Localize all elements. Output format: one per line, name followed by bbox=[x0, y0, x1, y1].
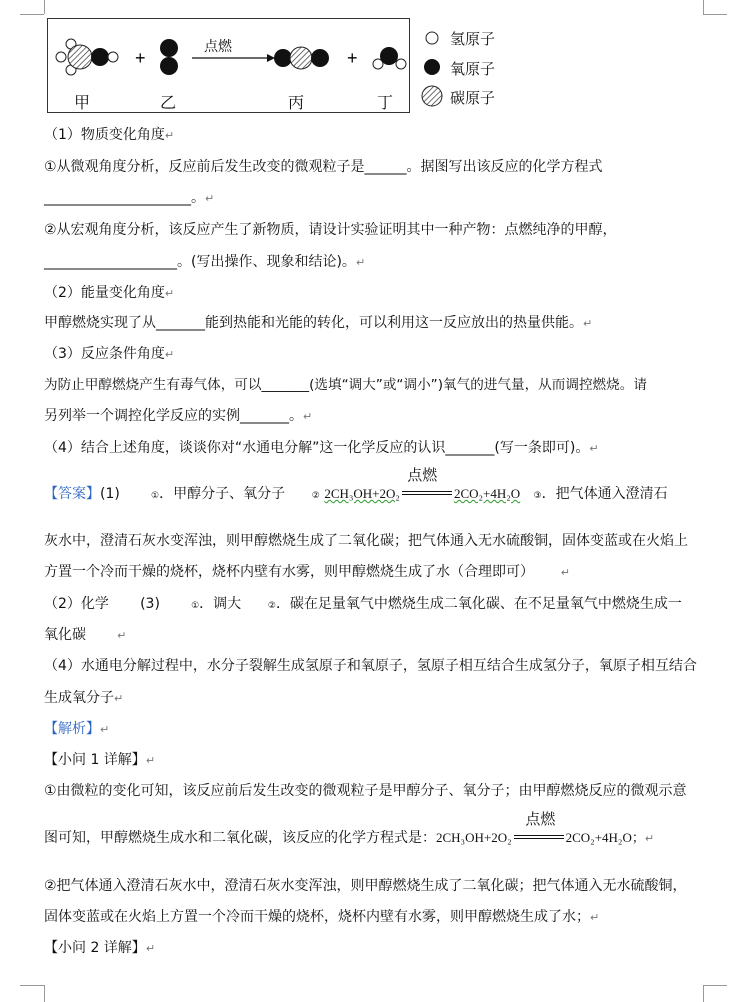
q2-heading: （2）能量变化角度↵ bbox=[44, 285, 175, 301]
legend-carbon: 碳原子 bbox=[450, 89, 496, 107]
answer-line2: 灰水中，澄清石灰水变浑浊，则甲醇燃烧生成了二氧化碳；把气体通入无水硫酸铜，固体变蓝或在火焰上 bbox=[44, 533, 688, 549]
equation-bars: 点燃 bbox=[402, 491, 452, 495]
q3-body-line1: 为防止甲醇燃烧产生有毒气体，可以_______(选填“调大”或“调小”)氧气的进气量，从而调控燃烧。请 bbox=[44, 377, 647, 393]
label-jia: 甲 bbox=[74, 93, 91, 112]
oxygen-molecule-icon bbox=[160, 39, 178, 75]
methanol-molecule-icon bbox=[56, 39, 118, 75]
analysis-tag: 【解析】↵ bbox=[44, 721, 110, 737]
plus-sign-1: + bbox=[135, 48, 146, 68]
label-bing: 丙 bbox=[288, 93, 305, 112]
legend-hydrogen: 氢原子 bbox=[450, 30, 496, 48]
crop-mark-top-right-h bbox=[703, 14, 727, 15]
q1-a-line1: ①从微观角度分析，反应前后发生改变的微观粒子是______。据图写出该反应的化学方程式 bbox=[44, 159, 603, 175]
crop-mark-bottom-left bbox=[44, 985, 45, 1002]
analysis-p2-line1: ②把气体通入澄清石灰水中，澄清石灰水变浑浊，则甲醇燃烧生成了二氧化碳；把气体通入无水硫酸铜， bbox=[44, 878, 687, 894]
q1-b-line1: ②从宏观角度分析，该反应产生了新物质，请设计实验证明其中一种产物：点燃纯净的甲醇， bbox=[44, 222, 617, 238]
answer-line6: （4）水通电分解过程中，水分子裂解生成氢原子和氧原子，氢原子相互结合生成氢分子，氧原子相互结合 bbox=[44, 658, 697, 674]
analysis-p2-line2: 固体变蓝或在火焰上方置一个冷而干燥的烧杯，烧杯内壁有水雾，则甲醇燃烧生成了水；↵ bbox=[44, 909, 600, 925]
q1-a-line2: _____________________。↵ bbox=[44, 190, 215, 206]
label-ding: 丁 bbox=[377, 93, 394, 112]
carbon-dioxide-molecule-icon bbox=[274, 47, 329, 69]
white-circle-icon bbox=[426, 32, 438, 44]
q4-line: （4）结合上述角度，谈谈你对“水通电分解”这一化学反应的认识_______(写一条即可)。↵ bbox=[44, 440, 599, 456]
q2-body: 甲醇燃烧实现了从_______能到热能和光能的转化，可以利用这一反应放出的热量供能。↵ bbox=[44, 315, 593, 331]
analysis-equation: 2CH₃OH+2O₂ 点燃 2CO₂+4H₂O； bbox=[436, 812, 645, 845]
answer-line5: 氧化碳 ↵ bbox=[44, 627, 127, 643]
plus-sign-2: + bbox=[347, 48, 358, 68]
q3-heading: （3）反应条件角度↵ bbox=[44, 346, 175, 362]
legend-oxygen: 氧原子 bbox=[450, 60, 496, 78]
answer-line1: 【答案】(1) ①．甲醇分子、氧分子 ② 2CH₃OH+2O₂ 点燃 2CO₂+4H₂O ③．把气体通入澄清石 bbox=[44, 468, 668, 502]
answer-equation: 2CH₃OH+2O₂ 点燃 2CO₂+4H₂O bbox=[324, 468, 521, 501]
crop-mark-top-left-h bbox=[20, 14, 44, 15]
hatched-circle-icon bbox=[422, 86, 442, 106]
analysis-equation-bars: 点燃 bbox=[514, 835, 564, 839]
q1-b-line2: ___________________。(写出操作、现象和结论)。↵ bbox=[44, 254, 366, 270]
crop-mark-top-left bbox=[44, 0, 45, 14]
analysis-sub2: 【小问 2 详解】↵ bbox=[44, 940, 156, 956]
water-molecule-icon bbox=[373, 47, 406, 69]
crop-mark-bottom-left-h bbox=[20, 985, 44, 986]
answer-line7: 生成氧分子↵ bbox=[44, 690, 124, 706]
crop-mark-bottom-right bbox=[703, 985, 704, 1002]
answer-line3: 方置一个冷而干燥的烧杯，烧杯内壁有水雾，则甲醇燃烧生成了水（合理即可） ↵ bbox=[44, 564, 570, 580]
answer-tag: 【答案】 bbox=[44, 486, 100, 502]
arrow-head-icon bbox=[267, 54, 275, 62]
crop-mark-top-right bbox=[703, 0, 704, 14]
reaction-diagram bbox=[47, 18, 412, 113]
crop-mark-bottom-right-h bbox=[703, 985, 727, 986]
analysis-p1-line2: 图可知，甲醇燃烧生成水和二氧化碳，该反应的化学方程式是：2CH₃OH+2O₂ 点燃 2CO₂+4H₂O；↵ bbox=[44, 812, 655, 846]
q3-body-line2: 另列举一个调控化学反应的实例_______。↵ bbox=[44, 408, 313, 424]
legend-icons bbox=[420, 26, 446, 116]
answer-line4: （2）化学 (3) ①．调大 ②．碳在足量氧气中燃烧生成二氧化碳、在不足量氧气中燃烧生成一 bbox=[44, 596, 682, 612]
black-circle-icon bbox=[424, 59, 440, 75]
arrow-condition-label: 点燃 bbox=[204, 39, 232, 55]
analysis-sub1: 【小问 1 详解】↵ bbox=[44, 752, 156, 768]
analysis-p1-line1: ①由微粒的变化可知，该反应前后发生改变的微观粒子是甲醇分子、氧分子；由甲醇燃烧反应的微观示意 bbox=[44, 783, 687, 799]
q1-heading: （1）物质变化角度↵ bbox=[44, 127, 175, 143]
label-yi: 乙 bbox=[160, 93, 177, 112]
